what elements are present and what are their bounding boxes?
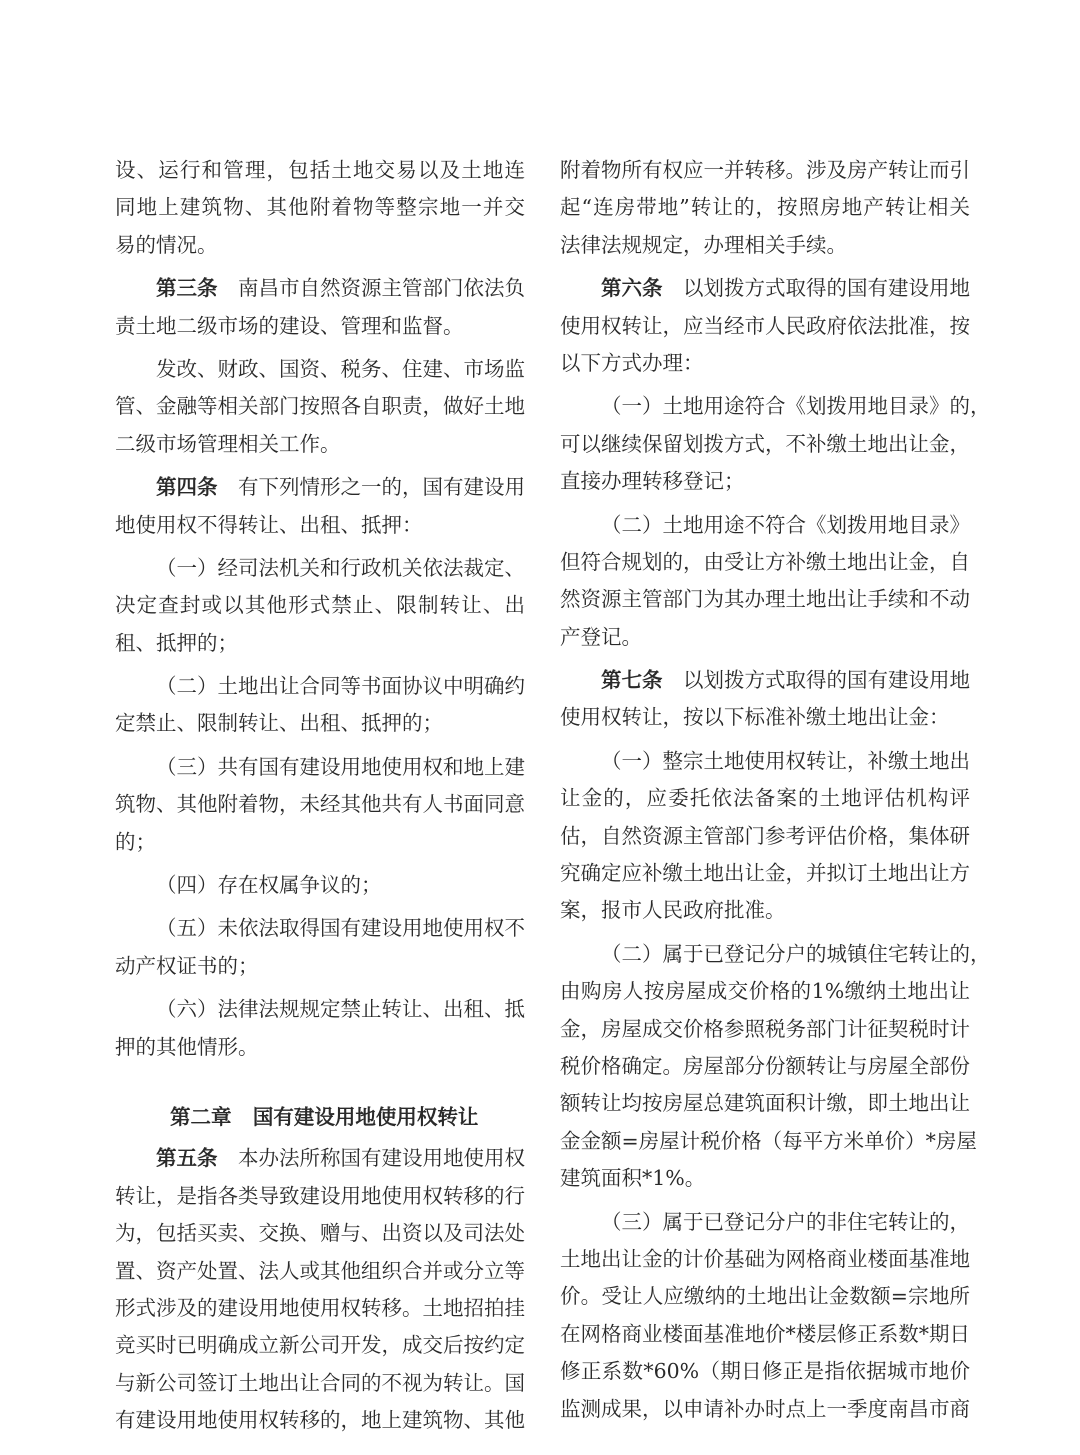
text-line: 土地出让金的计价基础为网格商业楼面基准地 [560,1246,970,1271]
text-line: 定禁止、限制转让、出租、抵押的； [115,711,443,736]
chapter-heading [115,1099,525,1136]
text-line: （六）法律法规规定禁止转让、出租、抵 [156,997,525,1022]
article-7-item-2 [560,936,991,1198]
article-4-item-5 [115,910,525,985]
text-line: 押的其他情形。 [115,1034,259,1059]
article-4-item-4 [115,867,525,904]
text-line: 第七条 以划拨方式取得的国有建设用地 [601,668,970,693]
text-line: （二）土地出让合同等书面协议中明确约 [156,674,525,699]
article-7 [560,662,970,737]
text-line: 管、金融等相关部门按照各自职责，做好土地 [115,394,525,419]
text-line: 法律法规规定，办理相关手续。 [560,232,847,257]
article-6-item-2 [560,507,970,657]
text-line: 为，包括买卖、交换、赠与、出资以及司法处 [115,1221,525,1246]
text-line: （五）未依法取得国有建设用地使用权不 [156,916,525,941]
text-line: 以下方式办理： [560,350,704,375]
article-3 [115,270,525,345]
text-line: 第五条 本办法所称国有建设用地使用权 [156,1146,525,1171]
text-line: 的； [115,829,156,854]
text-line: 有建设用地使用权转移的，地上建筑物、其他 [115,1408,525,1433]
text-line: 责土地二级市场的建设、管理和监督。 [115,313,464,338]
text-line: 地使用权不得转让、出租、抵押： [115,512,423,537]
text-line: 然资源主管部门为其办理土地出让手续和不动 [560,587,970,612]
text-line: （二）土地用途不符合《划拨用地目录》 [601,512,970,537]
article-label: 第三条 [156,276,218,301]
text-line: 置、资产处置、法人或其他组织合并或分立等 [115,1258,525,1283]
text-line: 产登记。 [560,624,642,649]
text-line: 设、运行和管理，包括土地交易以及土地连 [115,158,525,182]
text-line: 监测成果，以申请补办时点上一季度南昌市商 [560,1396,970,1421]
article-4-item-6 [115,991,525,1066]
text-line: （三）共有国有建设用地使用权和地上建 [156,754,525,779]
text-line: （二）属于已登记分户的城镇住宅转让的， [601,941,991,966]
article-4-item-3 [115,749,525,861]
text-line: 转让，是指各类导致建设用地使用权转移的行 [115,1183,525,1208]
text-line: 直接办理转移登记； [560,469,745,494]
text-line: 租、抵押的； [115,630,238,655]
text-line: 让金的，应委托依法备案的土地评估机构评 [560,786,970,811]
text-line: 由购房人按房屋成交价格的1%缴纳土地出让 [560,979,970,1004]
text-line: 第三条 南昌市自然资源主管部门依法负 [156,276,525,301]
text-line: 竞买时已明确成立新公司开发，成交后按约定 [115,1333,525,1358]
paragraph-departments [115,351,525,463]
text-line: 使用权转让，按以下标准补缴土地出让金： [560,705,950,730]
text-line: （一）土地用途符合《划拨用地目录》的， [601,394,991,419]
text-line: 同地上建筑物、其他附着物等整宗地一并交 [115,195,525,220]
text-line: 决定查封或以其他形式禁止、限制转让、出 [115,593,525,618]
article-6 [560,270,970,382]
text-line: 修正系数*60%（期日修正是指依据城市地价 [560,1359,970,1384]
right-column [560,152,991,1428]
text-line: 税价格确定。房屋部分份额转让与房屋全部份 [560,1053,970,1078]
article-7-item-3 [560,1204,970,1428]
text-line: 案，报市人民政府批准。 [560,898,786,923]
text-line: 第六条 以划拨方式取得的国有建设用地 [601,276,970,301]
article-label: 第七条 [601,668,663,693]
paragraph-continued [560,152,970,264]
text-line: 二级市场管理相关工作。 [115,431,341,456]
text-line: 估，自然资源主管部门参考评估价格，集体研 [560,823,970,848]
text-line: 发改、财政、国资、税务、住建、市场监 [156,356,525,381]
article-4 [115,469,525,544]
text-line: （一）整宗土地使用权转让，补缴土地出 [601,748,970,773]
chapter-title: 国有建设用地使用权转让 [252,1104,479,1129]
article-4-item-1 [115,550,525,662]
article-label: 第六条 [601,276,663,301]
article-6-item-1 [560,388,991,500]
article-7-item-1 [560,743,970,930]
text-line: 动产权证书的； [115,953,259,978]
text-line: 金金额=房屋计税价格（每平方米单价）*房屋 [560,1128,977,1153]
article-4-item-2 [115,668,525,743]
left-column [115,152,525,1440]
text-line: 与新公司签订土地出让合同的不视为转让。国 [115,1370,525,1395]
paragraph-continued [115,152,525,264]
text-line: 附着物所有权应一并转移。涉及房产转让而引 [560,158,970,182]
text-line: 形式涉及的建设用地使用权转移。土地招拍挂 [115,1295,525,1320]
article-label: 第五条 [156,1146,218,1171]
text-line: 起“连房带地”转让的，按照房地产转让相关 [560,195,970,220]
text-line: 建筑面积*1%。 [560,1166,706,1191]
text-line: 第四条 有下列情形之一的，国有建设用 [156,475,525,500]
text-line: 金，房屋成交价格参照税务部门计征契税时计 [560,1016,970,1041]
text-line: 使用权转让，应当经市人民政府依法批准，按 [560,313,970,338]
text-line: 在网格商业楼面基准地价*楼层修正系数*期日 [560,1321,970,1346]
text-line: 但符合规划的，由受让方补缴土地出让金，自 [560,549,970,574]
text-line: 价。受让人应缴纳的土地出让金数额=宗地所 [560,1284,970,1309]
text-line: （三）属于已登记分户的非住宅转让的， [601,1209,970,1234]
text-line: （四）存在权属争议的； [156,873,382,898]
chapter-number: 第二章 [170,1104,232,1129]
text-line: 可以继续保留划拨方式，不补缴土地出让金， [560,431,970,456]
text-line: 易的情况。 [115,232,218,257]
article-label: 第四条 [156,475,218,500]
text-line: 究确定应补缴土地出让金，并拟订土地出让方 [560,861,970,886]
text-line: （一）经司法机关和行政机关依法裁定、 [156,555,525,580]
text-line: 筑物、其他附着物，未经其他共有人书面同意 [115,792,525,817]
text-line: 额转让均按房屋总建筑面积计缴，即土地出让 [560,1091,970,1116]
article-5 [115,1140,525,1439]
